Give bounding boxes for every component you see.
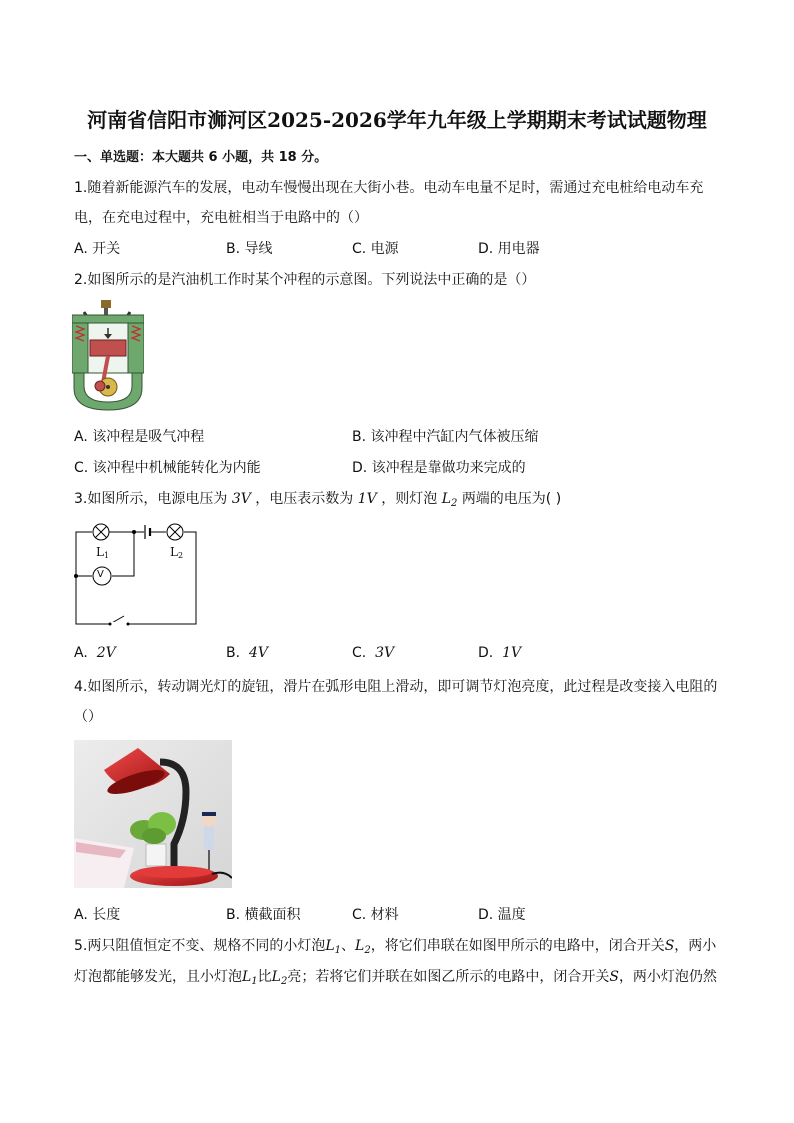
q3-stem-part4: 两端的电压为( ) (461, 491, 562, 507)
q3-option-d (478, 645, 521, 661)
q5-line2-part1: 灯泡都能够发光，且小灯泡 (74, 969, 242, 985)
q5-line1-sep: 、 (341, 938, 356, 954)
q3-stem-part3: ，则灯泡 (381, 491, 438, 507)
q1-stem-line1: 1.随着新能源汽车的发展，电动车慢慢出现在大街小巷。电动车电量不足时，需通过充电桩给电动车充 (74, 180, 704, 196)
q3-option-b (226, 645, 268, 661)
q3-option-d-value: 1V (502, 645, 522, 661)
q3-circuit-diagram (72, 516, 202, 630)
q3-voltmeter-label: V (97, 569, 104, 580)
q3-circuit-figure (72, 516, 202, 630)
q2-option-a: A. 该冲程是吸气冲程 (74, 429, 205, 445)
q4-stem-line1: 4.如图所示，转动调光灯的旋钮，滑片在弧形电阻上滑动，即可调节灯泡亮度，此过程是改变接入电阻的 (74, 679, 718, 695)
q3-stem-part1: 3.如图所示，电源电压为 (74, 491, 228, 507)
q3-option-c-letter: C. (352, 645, 367, 661)
q3-source-voltage: 3V (231, 491, 251, 507)
q2-option-b: B. 该冲程中汽缸内气体被压缩 (352, 429, 539, 445)
q3-meter-reading: 1V (357, 491, 377, 507)
q1-option-d: D. 用电器 (478, 241, 540, 257)
q4-option-c: C. 材料 (352, 907, 399, 923)
q5-line2-switch: S (609, 969, 619, 985)
q5-line2-lamp2-sub: 2 (280, 976, 288, 987)
q2-option-c: C. 该冲程中机械能转化为内能 (74, 460, 261, 476)
q5-line2-lamp2-letter: L (271, 969, 281, 985)
q1-option-a: A. 开关 (74, 241, 121, 257)
q3-label-l1-letter: L (96, 545, 104, 559)
page-title: 河南省信阳市浉河区2025-2026学年九年级上学期期末考试试题物理 (87, 108, 707, 132)
q5-line1-part2: ，将它们串联在如图甲所示的电路中，闭合开关 (370, 938, 665, 954)
q3-lamp-symbol (442, 491, 458, 507)
q4-stem-line2: （） (74, 709, 102, 725)
q3-option-d-letter: D. (478, 645, 494, 661)
q3-option-a (74, 645, 116, 661)
q5-line2-lamp1-letter: L (242, 969, 252, 985)
engine-stroke-figure (72, 298, 144, 412)
q3-label-l1 (96, 545, 109, 560)
q3-lamp-letter: L (441, 491, 451, 507)
section-heading: 一、单选题：本大题共 6 小题，共 18 分。 (74, 150, 328, 165)
q5-stem-line2 (74, 966, 717, 987)
q2-stem: 2.如图所示的是汽油机工作时某个冲程的示意图。下列说法中正确的是（） (74, 272, 536, 288)
q3-option-b-value: 4V (248, 645, 268, 661)
q4-option-b: B. 横截面积 (226, 907, 301, 923)
q5-line1-lamp2-letter: L (355, 938, 365, 954)
q3-lamp-subscript: 2 (450, 498, 458, 509)
q5-line1-part3: ，两小 (674, 938, 717, 954)
q5-line1-lamp1-letter: L (325, 938, 335, 954)
q5-line2-lamp1 (242, 969, 258, 985)
q3-option-c-value: 3V (375, 645, 395, 661)
q4-option-a: A. 长度 (74, 907, 121, 923)
q3-stem-part2: ，电压表示数为 (255, 491, 354, 507)
q5-line1-switch: S (664, 938, 675, 954)
q2-option-d: D. 该冲程是靠做功来完成的 (352, 460, 526, 476)
q5-line2-part3: ，两小灯泡仍然 (618, 969, 717, 985)
q4-option-d: D. 温度 (478, 907, 526, 923)
q3-option-a-value: 2V (96, 645, 116, 661)
q3-option-c (352, 645, 394, 661)
q5-line2-compare: 比 (257, 969, 272, 985)
q3-option-b-letter: B. (226, 645, 241, 661)
q3-label-l2-letter: L (170, 545, 178, 559)
q5-line1-lamp1 (325, 938, 341, 954)
q5-line1-lamp1-sub: 1 (334, 945, 342, 956)
q3-label-l2-sub: 2 (177, 551, 184, 560)
q5-stem-line1 (74, 935, 716, 956)
q5-line1-lamp2-sub: 2 (364, 945, 371, 956)
q1-option-c: C. 电源 (352, 241, 399, 257)
q5-line1-lamp2 (355, 938, 371, 954)
q3-label-l2 (170, 545, 183, 560)
q5-line2-lamp2 (272, 969, 288, 985)
q1-option-b: B. 导线 (226, 241, 273, 257)
q5-line2-lamp1-sub: 1 (251, 976, 258, 987)
q5-line2-part2: 亮；若将它们并联在如图乙所示的电路中，闭合开关 (287, 969, 610, 985)
q3-option-a-letter: A. (74, 645, 88, 661)
q5-line1-part1: 5.两只阻值恒定不变、规格不同的小灯泡 (74, 938, 326, 954)
q3-label-l1-sub: 1 (103, 551, 110, 560)
q1-stem-line2: 电，在充电过程中，充电桩相当于电路中的（） (74, 210, 368, 226)
desk-lamp-photo (74, 740, 232, 888)
q3-stem (74, 488, 561, 509)
